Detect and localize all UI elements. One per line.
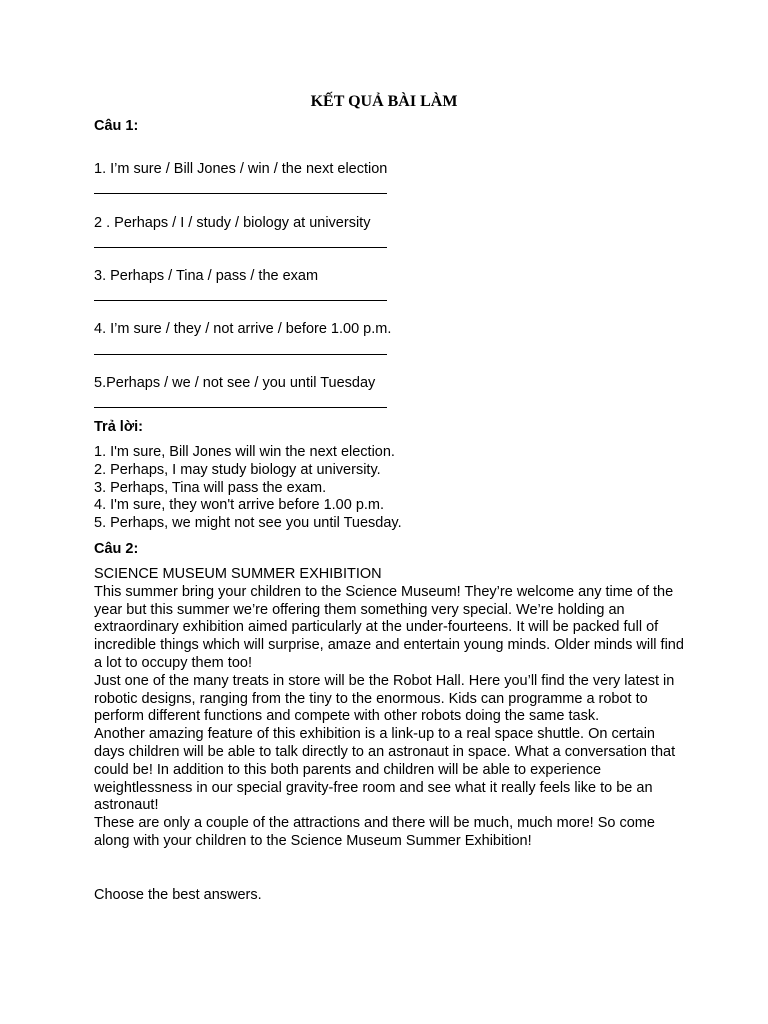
reading-passage xyxy=(94,566,684,851)
passage-paragraph-1: This summer bring your children to the Science Museum! They’re welcome any time of the year but this summer we’re offering them something very special. We’re holding an extraordinary exhibition aimed particularly at the under-fourteens. It will be packed full of incredible things which will surprise, amaze and entertain young minds. Older minds will find a lot to occupy them too! xyxy=(94,583,684,671)
answer-line-3 xyxy=(94,300,387,301)
passage-title: SCIENCE MUSEUM SUMMER EXHIBITION xyxy=(94,566,382,582)
question-3: 3. Perhaps / Tina / pass / the exam xyxy=(94,268,319,284)
passage-paragraph-2: Just one of the many treats in store will be the Robot Hall. Here you’ll find the very latest in robotic designs, ranging from the tiny to the enormous. Kids can programme a robot to perform different functions and compete with other robots doing the same task. xyxy=(94,672,675,725)
page-title: KẾT QUẢ BÀI LÀM xyxy=(310,93,458,110)
passage-paragraph-4: These are only a couple of the attractions and there will be much, much more! So come along with your children to the Science Museum Summer Exhibition! xyxy=(94,815,655,849)
answer-item-2: 2. Perhaps, I may study biology at university. xyxy=(94,461,381,478)
answer-line-1 xyxy=(94,193,387,194)
answer-item-4: 4. I'm sure, they won't arrive before 1.00 p.m. xyxy=(94,497,385,514)
answer-item-3: 3. Perhaps, Tina will pass the exam. xyxy=(94,479,327,496)
answer-line-4 xyxy=(94,354,387,355)
answers-heading: Trả lời: xyxy=(94,419,143,435)
question-1: 1. I’m sure / Bill Jones / win / the next election xyxy=(94,161,388,177)
question-5: 5.Perhaps / we / not see / you until Tuesday xyxy=(94,375,376,391)
section2-heading: Câu 2: xyxy=(94,541,139,557)
passage-paragraph-3: Another amazing feature of this exhibition is a link-up to a real space shuttle. On certain days children will be able to talk directly to an astronaut in space. What a conversation that could be! In addition to this both parents and children will be able to experience weightlessness in our special gravity-free room and see what it really feels like to be an astronaut! xyxy=(94,726,676,814)
question-2: 2 . Perhaps / I / study / biology at university xyxy=(94,215,371,231)
answer-line-2 xyxy=(94,247,387,248)
section1-heading: Câu 1: xyxy=(94,118,139,134)
question-4: 4. I’m sure / they / not arrive / before 1.00 p.m. xyxy=(94,321,392,337)
answer-line-5 xyxy=(94,407,387,408)
instruction-text: Choose the best answers. xyxy=(94,887,262,903)
answers-list xyxy=(94,444,402,533)
answer-item-5: 5. Perhaps, we might not see you until Tuesday. xyxy=(94,515,402,532)
answer-item-1: 1. I'm sure, Bill Jones will win the next election. xyxy=(94,444,395,460)
